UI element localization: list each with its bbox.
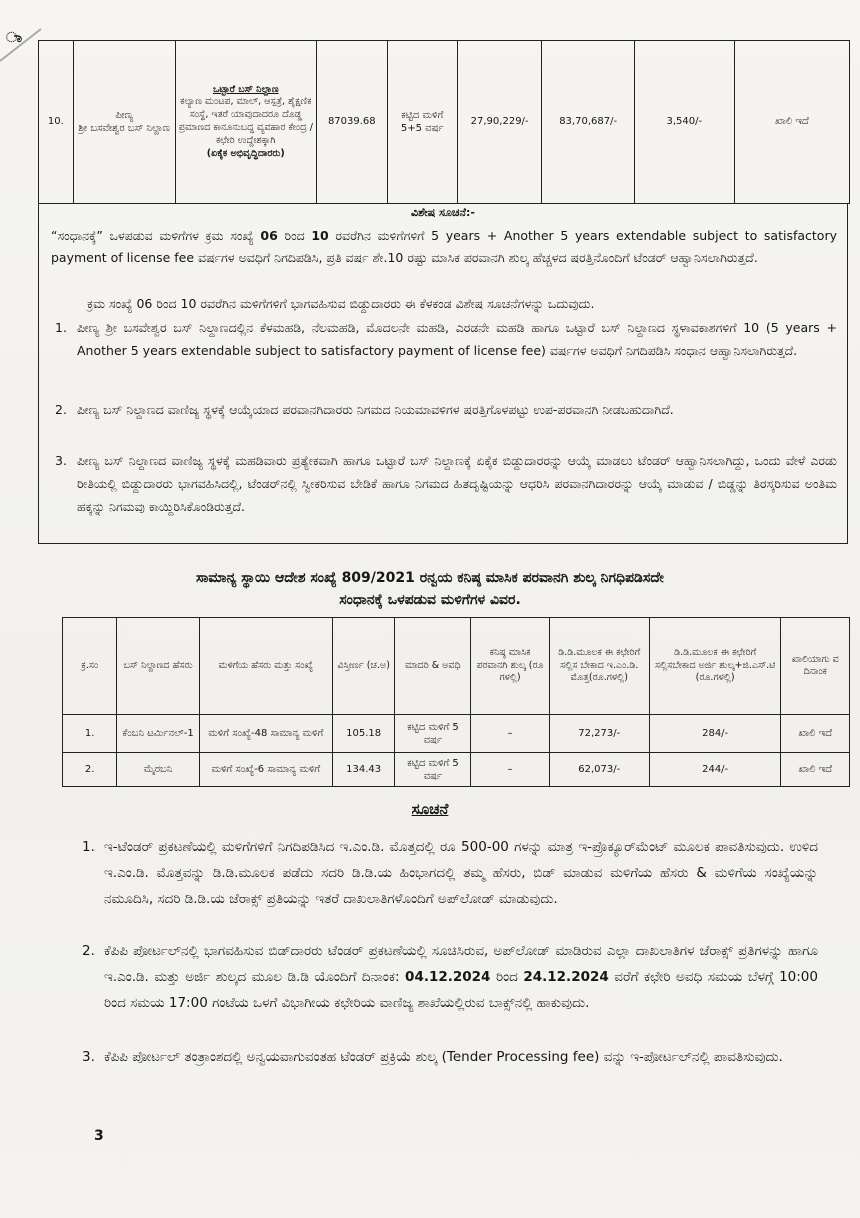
notice-item-number: 1. xyxy=(55,320,67,335)
description-tail: (ಏಕೈಕ ಅಭಿವೃದ್ಧಿದಾರರು) xyxy=(206,147,285,159)
notice-item-text: ಪೀಣ್ಯ ಬಸ್ ನಿಲ್ದಾಣದ ವಾಣಿಜ್ಯ ಸ್ಥಳಕ್ಕೆ ಮಹಡಿವಾರು ಪ್ರತ್ಯೇಕವಾಗಿ ಹಾಗೂ ಒಟ್ಟಾರೆ ಬಸ್ ನಿಲ್ದಾಣಕ್ಕೆ ಏಕೈಕ ಬಿಡ್ದುದಾರರನ್ನು ಆಯ್ಕೆ ಮಾಡಲು ಟೆಂಡರ್ ಆಹ್ವಾನಿಸಲಾಗಿದ್ದು, ಒಂದು ವೇಳೆ ಎರಡು ರೀತಿಯಲ್ಲಿ ಬಿಡ್ದುದಾರರು ಭಾಗವಹಿಸಿದಲ್ಲಿ, ಟೆಂಡರ್‌ನಲ್ಲಿ ಸ್ವೀಕರಿಸುವ ಬೇಡಿಕೆ ಹಾಗೂ ನಿಗಮದ ಹಿತದೃಷ್ಟಿಯನ್ನು ಆಧರಿಸಿ ಪರವಾನಗಿದಾರರನ್ನು ಆಯ್ಕೆ ಮಾಡುವ / ಬಿಡ್ಡನ್ನು ತಿರಸ್ಕರಿಸುವ ಅಂತಿಮ ಹಕ್ಕನ್ನು ನಿಗಮವು ಕಾಯ್ದಿರಿಸಿಕೊಂಡಿರುತ್ತದೆ. xyxy=(77,453,837,514)
table-cell: ಮಳಿಗೆ ಸಂಖ್ಯೆ-48 ಸಾಮಾನ್ಯ ಮಳಿಗೆ xyxy=(199,715,332,753)
column-header: ಬಸ್ ನಿಲ್ದಾಣದ ಹೆಸರು xyxy=(117,618,199,715)
table-cell: 62,073/- xyxy=(549,753,649,787)
table-cell: 134.43 xyxy=(332,753,395,787)
table-cell: 1. xyxy=(63,715,117,753)
notice-paragraph-1 xyxy=(51,225,837,269)
stalls-table xyxy=(62,617,850,787)
section-title-line-1: ಸಾಮಾನ್ಯ ಸ್ಥಾಯಿ ಆದೇಶ ಸಂಖ್ಯೆ 809/2021 ರನ್ವಯ ಕನಿಷ್ಠ ಮಾಸಿಕ ಪರವಾನಗಿ ಶುಲ್ಕ ನಿಗಧಿಪಡಿಸದೇ xyxy=(196,570,664,586)
note-date-end: 24.12.2024 xyxy=(523,969,609,985)
note-date-start: 04.12.2024 xyxy=(405,969,491,985)
table-cell: ಖಾಲಿ ಇದೆ xyxy=(781,715,850,753)
table-cell: – xyxy=(471,753,549,787)
notice-item xyxy=(55,316,837,362)
top-table xyxy=(38,40,850,204)
description-heading: ಒಟ್ಟಾರೆ ಬಸ್ ನಿಲ್ದಾಣ xyxy=(212,83,279,95)
table-row xyxy=(39,41,850,204)
note-text xyxy=(104,943,818,1011)
notice-paragraph-2: ಕ್ರಮ ಸಂಖ್ಯೆ 06 ರಿಂದ 10 ರವರೆಗಿನ ಮಳಿಗೆಗಳಿಗೆ ಭಾಗವಹಿಸುವ ಬಿಡ್ದುದಾರರು ಈ ಕೆಳಕಂಡ ವಿಶೇಷ ಸೂಚನೆಗಳನ್ನು ಒದುವುದು. xyxy=(87,296,595,311)
cell-fee: 3,540/- xyxy=(634,41,734,204)
column-header: ಮಳಿಗೆಯ ಹೆಸರು ಮತ್ತು ಸಂಖ್ಯೆ xyxy=(199,618,332,715)
column-header: ಕನಿಷ್ಠ ಮಾಸಿಕ ಪರವಾನಗಿ ಶುಲ್ಕ (ರೂ ಗಳಲ್ಲಿ) xyxy=(471,618,549,715)
cell-area: 87039.68 xyxy=(316,41,387,204)
notes-heading: ಸೂಚನೆ xyxy=(411,800,449,818)
special-notice-box xyxy=(38,203,848,544)
para1-part-b: 06 xyxy=(260,228,278,243)
note-item xyxy=(82,1044,818,1070)
column-header: ಖಾಲಿಯಾಗು ವ ದಿನಾಂಕ xyxy=(781,618,850,715)
note-number: 3. xyxy=(82,1049,95,1065)
column-header: ಡಿ.ಡಿ.ಮೂಲಕ ಈ ಕಛೇರಿಗೆ ಸಲ್ಲಿಸ ಬೇಕಾದ ಇ.ಎಂ.ಡಿ. ಮೊತ್ತ(ರೂ.ಗಳಲ್ಲಿ) xyxy=(549,618,649,715)
cell-description xyxy=(175,41,316,204)
column-header: ಡಿ.ಡಿ.ಮೂಲಕ ಈ ಕಛೇರಿಗೆ ಸಲ್ಲಿಸಬೇಕಾದ ಅರ್ಜಿ ಶುಲ್ಕ+ಜಿ.ಎಸ್.ಟಿ (ರೂ.ಗಳಲ್ಲಿ) xyxy=(649,618,781,715)
table-cell: 72,273/- xyxy=(549,715,649,753)
para1-part-a: “ಸಂಧಾನಕ್ಕೆ” ಒಳಪಡುವ ಮಳಿಗೆಗಳ ಕ್ರಮ ಸಂಖ್ಯೆ xyxy=(51,228,261,243)
para1-part-c: ರಿಂದ xyxy=(277,228,312,243)
notice-item-number: 2. xyxy=(55,402,67,417)
table-row xyxy=(63,753,850,787)
table-cell: 105.18 xyxy=(332,715,395,753)
para1-part-e: ರವರೆಗಿನ ಮಳಿಗೆಗಳಿಗೆ 5 years + Another 5 years extendable subject to satisfactory payment of license fee ವರ್ಷಗಳ ಅವಧಿಗೆ ನಿಗದಿಪಡಿಸಿ, ಪ್ರತಿ ವರ್ಷ ಶೇ.10 ರಷ್ಟು ಮಾಸಿಕ ಪರವಾನಗಿ ಶುಲ್ಕ ಹೆಚ್ಚಳದ ಷರತ್ತಿನೊಂದಿಗೆ ಟೆಂಡರ್ ಆಹ್ವಾನಿಸಲಾಗಿರುತ್ತದೆ. xyxy=(51,228,837,265)
description-text: ಕಲ್ಯಾಣ ಮಂಟಪ, ಮಾಲ್, ಆಸ್ಪತ್ರೆ, ಶೈಕ್ಷಣಿಕ ಸಂಸ್ಥೆ, ಇತರೆ ಯಾವುದಾದರೂ ದೊಡ್ಡ ಪ್ರಮಾಣದ ಕಾನೂನುಬದ್ಧ ವ್ಯವಹಾರ ಕೇಂದ್ರ / ಕಛೇರಿ ಉದ್ದೇಶಕ್ಕಾಗಿ xyxy=(178,96,313,146)
para1-part-d: 10 xyxy=(311,228,329,243)
note-number: 2. xyxy=(82,943,95,959)
table-cell: 244/- xyxy=(649,753,781,787)
table-header-row xyxy=(63,618,850,715)
cell-place: ಪೀಣ್ಯ ಶ್ರೀ ಬಸವೇಶ್ವರ ಬಸ್ ನಿಲ್ದಾಣ xyxy=(73,41,175,204)
notice-item-text: ಪೀಣ್ಯ ಶ್ರೀ ಬಸವೇಶ್ವರ ಬಸ್ ನಿಲ್ದಾಣದಲ್ಲಿನ ಕೆಳಮಹಡಿ, ನೆಲಮಹಡಿ, ಮೊದಲನೇ ಮಹಡಿ, ಎರಡನೇ ಮಹಡಿ ಹಾಗೂ ಒಟ್ಟಾರೆ ಬಸ್ ನಿಲ್ದಾಣದ ಸ್ಥಳಾವಕಾಶಗಳಿಗೆ 10 (5 years + Another 5 years extendable subject to satisfactory payment of license fee) ವರ್ಷಗಳ ಅವಧಿಗೆ ನಿಗದಿಪಡಿಸಿ ಸಂಧಾನ ಆಹ್ವಾನಿಸಲಾಗಿರುತ್ತದೆ. xyxy=(77,320,837,358)
note-text-part: ರಿಂದ xyxy=(490,969,524,985)
table-cell: 284/- xyxy=(649,715,781,753)
note-number: 1. xyxy=(82,839,95,855)
note-text-part: ಕೆಪಿಪಿ ಪೋರ್ಟಲ್‌ನಲ್ಲಿ ಭಾಗವಹಿಸುವ ಬಿಡ್‌ದಾರರು ಟೆಂಡರ್ ಪ್ರಕಟಣೆಯಲ್ಲಿ ಸೂಚಿಸಿರುವ, ಅಪ್‌ಲೋಡ್ ಮಾಡಿರುವ ಎಲ್ಲಾ ದಾಖಲಾತಿಗಳ ಜೆರಾಕ್ಸ್ ಪ್ರತಿಗಳನ್ನು ಹಾಗೂ ಇ.ಎಂ.ಡಿ. ಮತ್ತು ಅರ್ಜಿ ಶುಲ್ಕದ ಮೂಲ ಡಿ.ಡಿ ಯೊಂದಿಗೆ ದಿನಾಂಕ: xyxy=(104,943,818,985)
note-item xyxy=(82,834,818,912)
note-text-part: ವರೆಗೆ ಕಛೇರಿ ಅವಧಿ ಸಮಯ ಬೆಳಗ್ಗೆ 10:00 ರಿಂದ ಸಮಯ 17:00 ಗಂಟೆಯ ಒಳಗೆ ವಿಭಾಗೀಯ ಕಛೇರಿಯ ವಾಣಿಜ್ಯ ಶಾಖೆಯಲ್ಲಿರುವ ಬಾಕ್ಸ್‌ನಲ್ಲಿ ಹಾಕುವುದು. xyxy=(104,969,818,1011)
notice-title: ವಿಶೇಷ ಸೂಚನೆ:- xyxy=(411,206,475,219)
corner-mark: ಾ xyxy=(6,30,23,46)
table-row xyxy=(63,715,850,753)
cell-status: ಖಾಲಿ ಇದೆ xyxy=(734,41,849,204)
note-text: ಇ-ಟೆಂಡರ್ ಪ್ರಕಟಣೆಯಲ್ಲಿ ಮಳಿಗೆಗಳಿಗೆ ನಿಗದಿಪಡಿಸಿದ ಇ.ಎಂ.ಡಿ. ಮೊತ್ತದಲ್ಲಿ ರೂ 500-00 ಗಳನ್ನು ಮಾತ್ರ ಇ-ಪ್ರೊಕ್ಯೂರ್‌ಮೆಂಟ್ ಮೂಲಕ ಪಾವತಿಸುವುದು. ಉಳಿದ ಇ.ಎಂ.ಡಿ. ಮೊತ್ತವನ್ನು ಡಿ.ಡಿ.ಮೂಲಕ ಪಡೆದು ಸದರಿ ಡಿ.ಡಿ.ಯ ಹಿಂಭಾಗದಲ್ಲಿ ತಮ್ಮ ಹೆಸರು, ಬಿಡ್ ಮಾಡುವ ಮಳಿಗೆಯ ಹೆಸರು & ಮಳಿಗೆಯ ಸಂಖ್ಯೆಯನ್ನು ನಮೂದಿಸಿ, ಸದರಿ ಡಿ.ಡಿ.ಯ ಜೆರಾಕ್ಸ್ ಪ್ರತಿಯನ್ನು ಇತರೆ ದಾಖಲಾತಿಗಳೊಂದಿಗೆ ಅಪ್‌ಲೋಡ್ ಮಾಡುವುದು. xyxy=(104,839,818,907)
cell-min-rent: 83,70,687/- xyxy=(542,41,634,204)
column-header: ಮಾದರಿ & ಅವಧಿ xyxy=(395,618,471,715)
notice-item-text: ಪೀಣ್ಯ ಬಸ್ ನಿಲ್ದಾಣದ ವಾಣಿಜ್ಯ ಸ್ಥಳಕ್ಕೆ ಆಯ್ಕೆಯಾದ ಪರವಾನಗಿದಾರರು ನಿಗಮದ ನಿಯಮಾವಳಿಗಳ ಷರತ್ತಿಗೊಳಪಟ್ಟು ಉಪ-ಪರವಾನಗಿ ನೀಡಬಹುದಾಗಿದೆ. xyxy=(77,402,674,417)
table-cell: ಮಳಿಗೆ ಸಂಖ್ಯೆ-6 ಸಾಮಾನ್ಯ ಮಳಿಗೆ xyxy=(199,753,332,787)
table-cell: – xyxy=(471,715,549,753)
column-header: ಕ್ರ.ಸಂ xyxy=(63,618,117,715)
table-cell: ಕೆಂಬನಿ ಟರ್ಮಿನಲ್-1 xyxy=(117,715,199,753)
table-cell: ಕಟ್ಟಿದ ಮಳಿಗೆ 5 ವರ್ಷ xyxy=(395,753,471,787)
table-cell: ಖಾಲಿ ಇದೆ xyxy=(781,753,850,787)
table-cell: 2. xyxy=(63,753,117,787)
note-text: ಕೆಪಿಪಿ ಪೋರ್ಟಲ್ ತಂತ್ರಾಂಶದಲ್ಲಿ ಅನ್ವಯವಾಗುವಂತಹ ಟೆಂಡರ್ ಪ್ರಕ್ರಿಯೆ ಶುಲ್ಕ (Tender Processing fee) ವನ್ನು ಇ-ಪೋರ್ಟಲ್‌ನಲ್ಲಿ ಪಾವತಿಸುವುದು. xyxy=(104,1049,783,1065)
section-title-line-2: ಸಂಧಾನಕ್ಕೆ ಒಳಪಡುವ ಮಳಿಗೆಗಳ ವಿವರ. xyxy=(339,592,521,608)
table-cell: ಕಟ್ಟಿದ ಮಳಿಗೆ 5 ವರ್ಷ xyxy=(395,715,471,753)
note-item xyxy=(82,938,818,1016)
table-cell: ಮೈರಬನಿ xyxy=(117,753,199,787)
cell-type: ಕಟ್ಟಿದ ಮಳಿಗೆ 5+5 ವರ್ಷ xyxy=(387,41,457,204)
page-number: 3 xyxy=(94,1128,104,1144)
cell-sl: 10. xyxy=(39,41,74,204)
cell-emd: 27,90,229/- xyxy=(457,41,542,204)
column-header: ವಿಸ್ತೀರ್ಣ (ಚ.ಅ) xyxy=(332,618,395,715)
notice-item xyxy=(55,398,837,421)
notice-item-number: 3. xyxy=(55,453,67,468)
notice-item xyxy=(55,449,837,518)
